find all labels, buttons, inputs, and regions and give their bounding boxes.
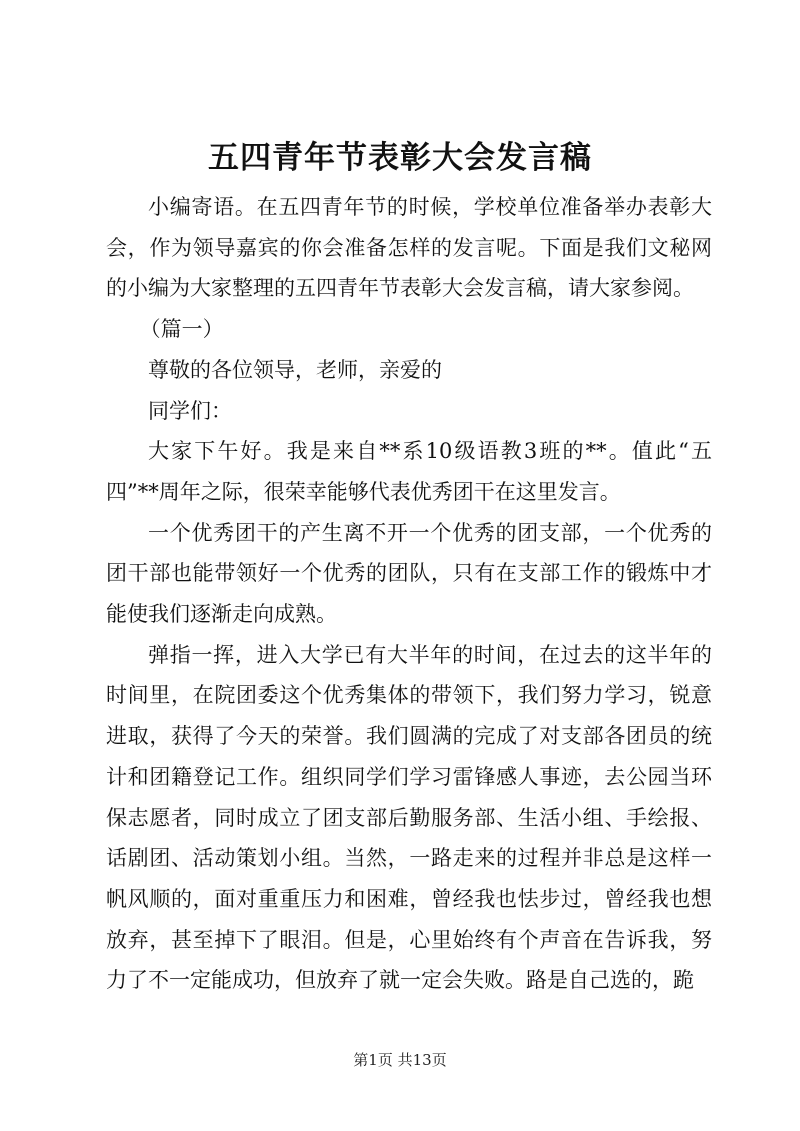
- body-paragraph: 一个优秀团干的产生离不开一个优秀的团支部，一个优秀的团干部也能带领好一个优秀的团队，只有在支部工作的锻炼中才能使我们逐渐走向成熟。: [106, 520, 712, 627]
- section-label: （篇一）: [139, 317, 224, 342]
- body-paragraph: 大家下午好。我是来自**系10级语教3班的**。值此“五四”**周年之际，很荣幸能够代表优秀团干在这里发言。: [106, 439, 712, 504]
- salutation-line: 同学们：: [148, 398, 232, 423]
- body-paragraph: 弹指一挥，进入大学已有大半年的时间，在过去的这半年的时间里，在院团委这个优秀集体的带领下，我们努力学习，锐意进取，获得了今天的荣誉。我们圆满的完成了对支部各团员的统计和团籍登记工作。组织同学们学习雷锋感人事迹，去公园当环保志愿者，同时成立了团支部后勤服务部、生活小组、手绘报、话剧团、活动策划小组。当然，一路走来的过程并非总是这样一帆风顺的，面对重重压力和困难，曾经我也怯步过，曾经我也想放弃，甚至掉下了眼泪。但是，心里始终有个声音在告诉我，努力了不一定能成功，但放弃了就一定会失败。路是自己选的，跪: [106, 642, 712, 993]
- salutation-line: 尊敬的各位领导，老师，亲爱的: [148, 357, 442, 382]
- document-title: 五四青年节表彰大会发言稿: [208, 140, 592, 176]
- page-number-footer: 第1页 共13页: [353, 1051, 447, 1069]
- intro-paragraph: 小编寄语。在五四青年节的时候，学校单位准备举办表彰大会，作为领导嘉宾的你会准备怎样的发言呢。下面是我们文秘网的小编为大家整理的五四青年节表彰大会发言稿，请大家参阅。: [106, 195, 712, 301]
- document-body: [106, 187, 712, 1001]
